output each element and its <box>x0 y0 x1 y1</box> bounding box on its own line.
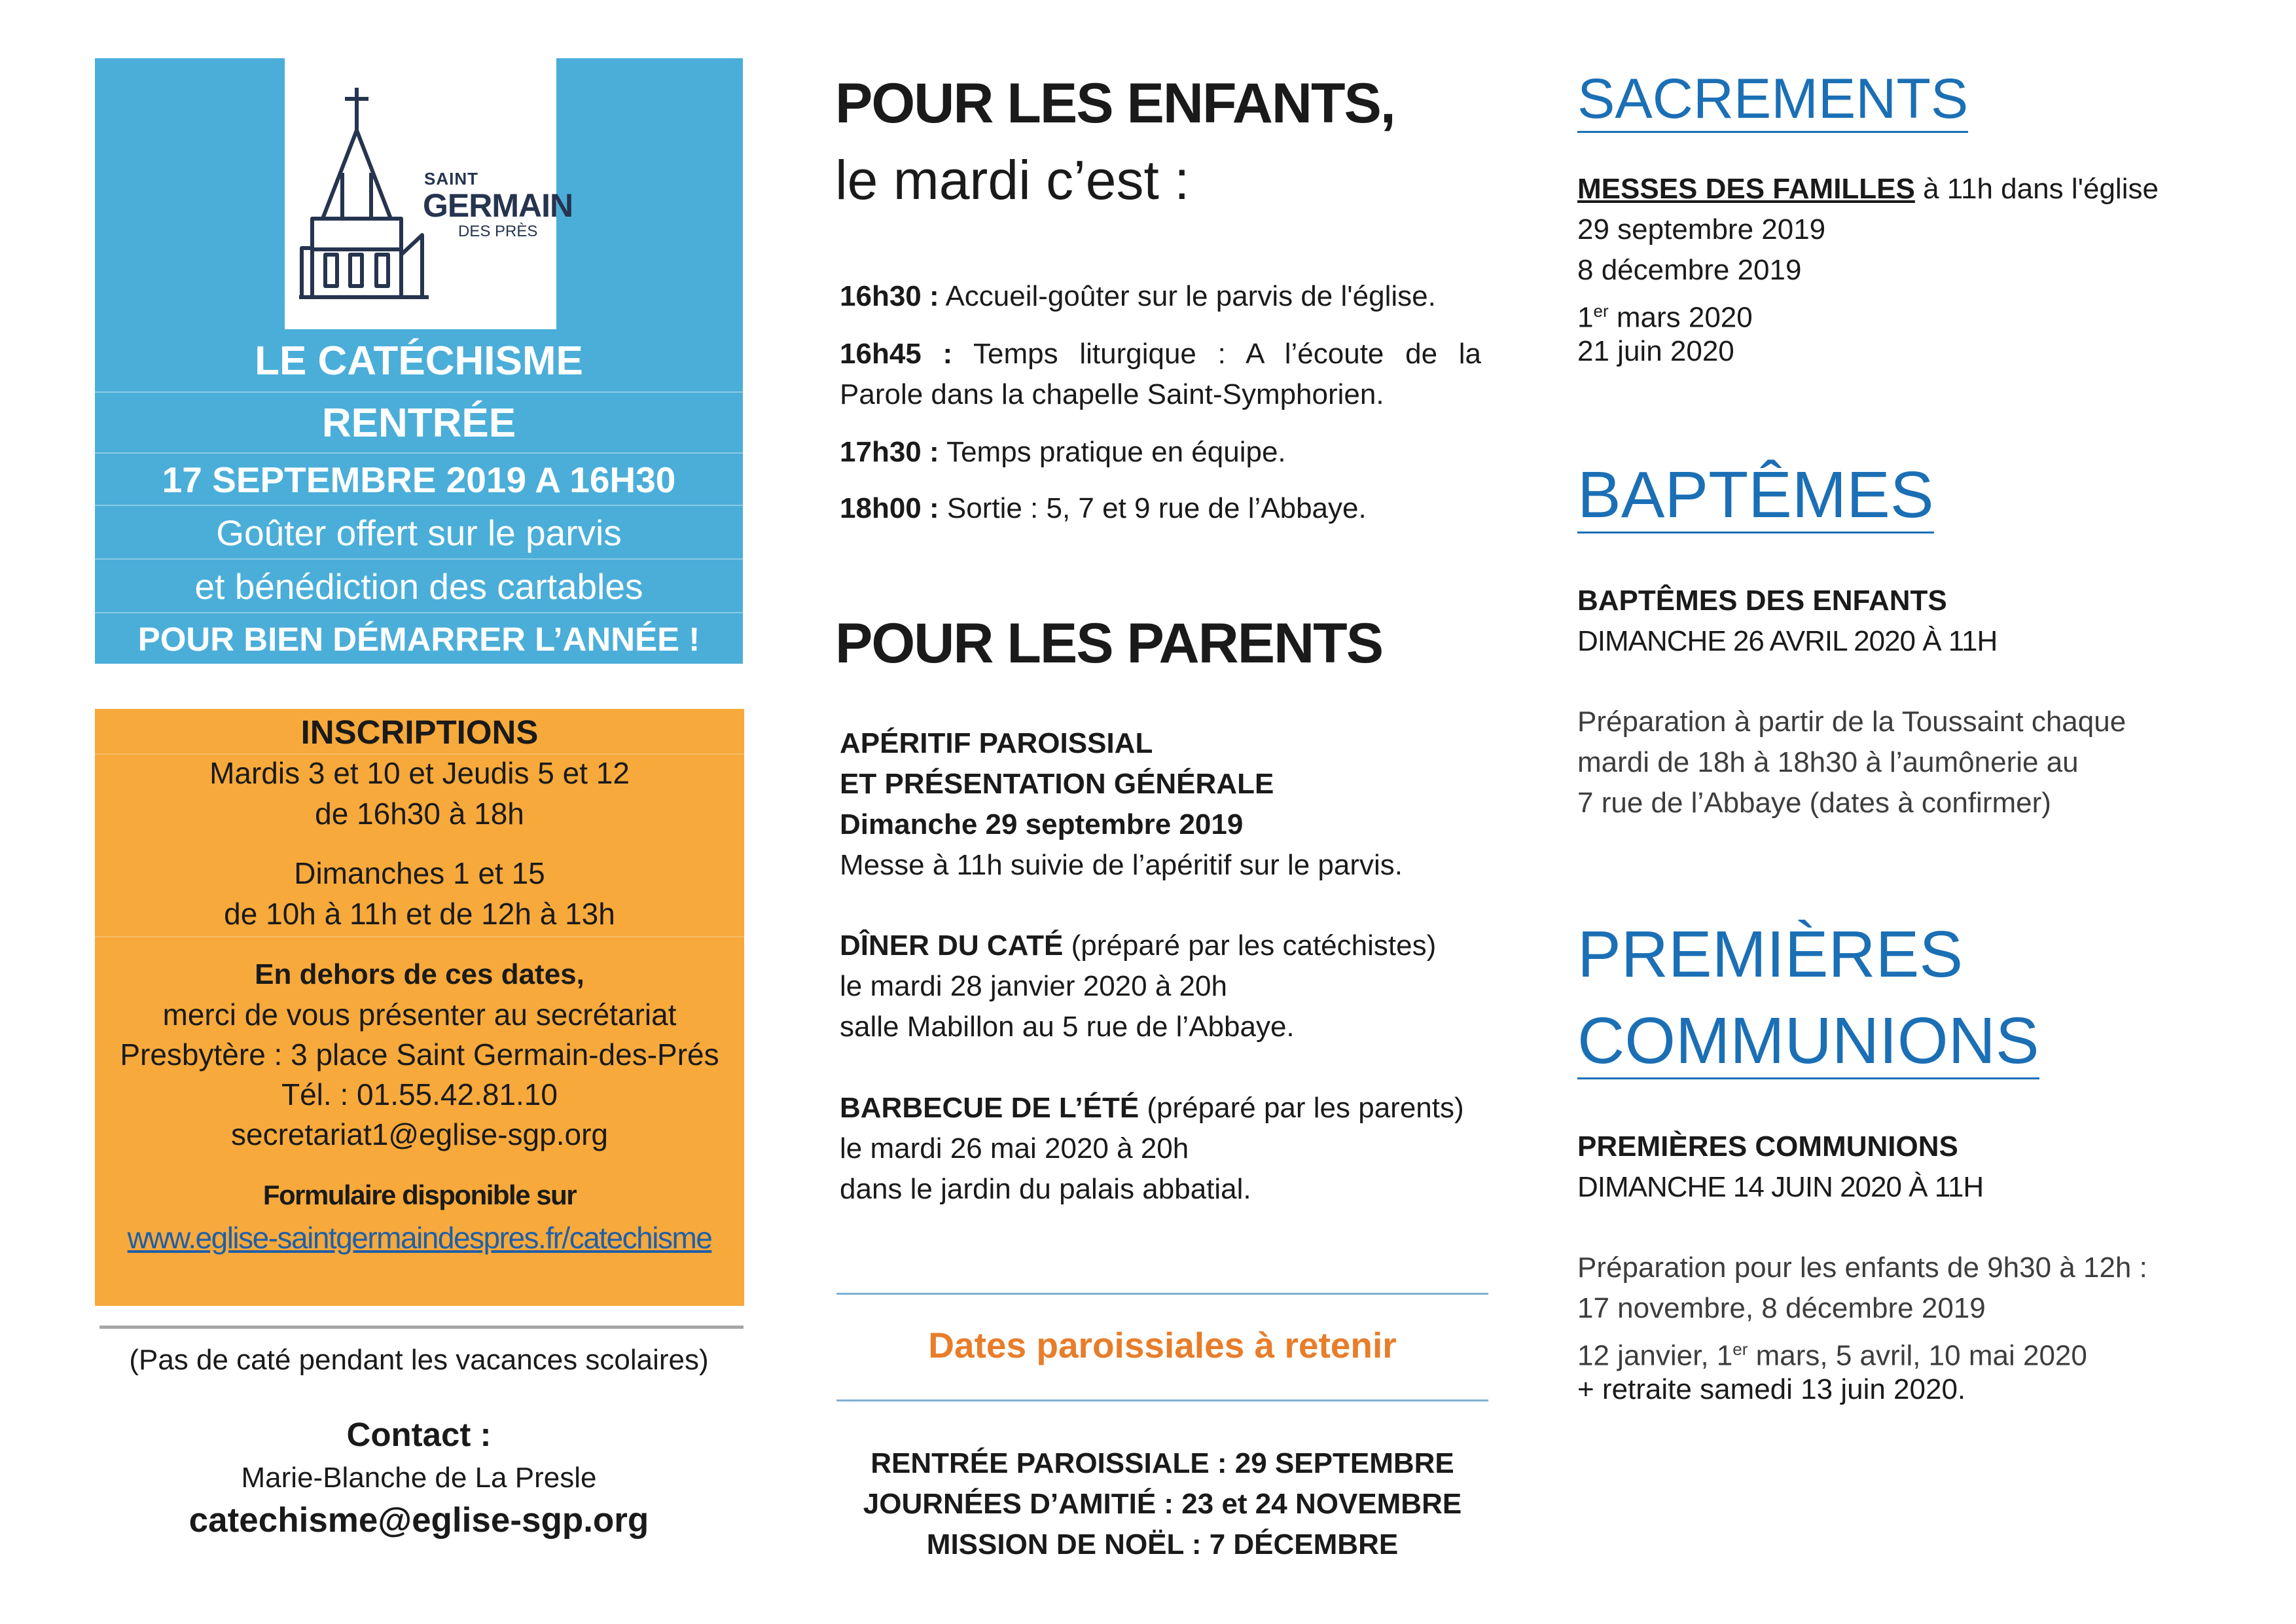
banner-date: 17 SEPTEMBRE 2019 A 16H30 <box>95 452 743 505</box>
schedule-item: 18h00 : Sortie : 5, 7 et 9 rue de l’Abbaye. <box>840 492 1367 524</box>
logo-saint: SAINT <box>424 169 478 189</box>
diner-place: salle Mabillon au 5 rue de l’Abbaye. <box>840 1011 1295 1043</box>
dates-top-rule <box>836 1293 1488 1295</box>
banner-line-1: Goûter offert sur le parvis <box>95 505 743 558</box>
communions-heading-2: COMMUNIONS <box>1577 1008 2039 1079</box>
form-label: Formulaire disponible sur <box>262 1180 577 1210</box>
diner-title: DÎNER DU CATÉ (préparé par les catéchistes) <box>840 929 1437 962</box>
baptemes-title: BAPTÊMES DES ENFANTS <box>1577 585 1947 617</box>
schedule-item-continued: Parole dans la chapelle Saint-Symphorien. <box>840 378 1384 410</box>
dates-heading: Dates paroissiales à retenir <box>928 1325 1397 1365</box>
schedule-item: 16h45 : Temps liturgique : A l’écoute de la <box>840 338 1482 370</box>
messe-date: 1er mars 2020 <box>1577 301 1753 334</box>
baptemes-prep-line: mardi de 18h à 18h30 à l’aumônerie au <box>1577 746 2079 778</box>
inscriptions-sunday-hours: de 10h à 11h et de 12h à 13h <box>224 897 615 931</box>
inscriptions-address: Presbytère : 3 place Saint Germain-des-Prés <box>120 1038 719 1072</box>
banner-tagline: POUR BIEN DÉMARRER L’ANNÉE ! <box>95 612 743 664</box>
communions-heading-1: PREMIÈRES <box>1577 918 1964 991</box>
schedule-item: 17h30 : Temps pratique en équipe. <box>840 436 1286 468</box>
diner-date: le mardi 28 janvier 2020 à 20h <box>840 970 1227 1002</box>
messes-line: MESSES DES FAMILLES à 11h dans l'église <box>1577 173 2159 205</box>
logo-germain: GERMAIN <box>423 187 573 224</box>
aperitif-title-2: ET PRÉSENTATION GÉNÉRALE <box>840 768 1274 800</box>
messe-date: 21 juin 2020 <box>1577 335 1734 367</box>
baptemes-date: DIMANCHE 26 AVRIL 2020 À 11H <box>1577 625 1998 657</box>
messe-date: 29 septembre 2019 <box>1577 213 1826 245</box>
communions-date: DIMANCHE 14 JUIN 2020 À 11H <box>1577 1171 1984 1203</box>
bbq-title: BARBECUE DE L’ÉTÉ (préparé par les parents) <box>840 1092 1464 1124</box>
communions-prep-line: 17 novembre, 8 décembre 2019 <box>1577 1292 1986 1324</box>
communions-retreat: + retraite samedi 13 juin 2020. <box>1577 1373 1966 1405</box>
communions-title: PREMIÈRES COMMUNIONS <box>1577 1130 1958 1163</box>
baptemes-prep-line: Préparation à partir de la Toussaint chaque <box>1577 706 2126 738</box>
inscriptions-email[interactable]: secretariat1@eglise-sgp.org <box>231 1117 608 1151</box>
banner-line-2: et bénédiction des cartables <box>95 558 743 612</box>
children-subheading: le mardi c’est : <box>835 149 1190 211</box>
contact-email[interactable]: catechisme@eglise-sgp.org <box>188 1501 649 1540</box>
children-heading: POUR LES ENFANTS, <box>835 72 1395 135</box>
banner-title: LE CATÉCHISME <box>255 338 583 384</box>
communions-prep-line: 12 janvier, 1er mars, 5 avril, 10 mai 2020 <box>1577 1339 2087 1372</box>
schedule-item: 16h30 : Accueil-goûter sur le parvis de l'église. <box>840 280 1436 312</box>
contact-label: Contact : <box>346 1416 492 1453</box>
inscriptions-weekdays: Mardis 3 et 10 et Jeudis 5 et 12 <box>209 756 630 790</box>
contact-name: Marie-Blanche de La Presle <box>241 1462 597 1494</box>
inscriptions-phone: Tél. : 01.55.42.81.10 <box>281 1077 558 1111</box>
inscriptions-sundays: Dimanches 1 et 15 <box>294 856 545 890</box>
date-item: JOURNÉES D’AMITIÉ : 23 et 24 NOVEMBRE <box>863 1488 1462 1520</box>
baptemes-prep-line: 7 rue de l’Abbaye (dates à confirmer) <box>1577 787 2051 819</box>
parents-heading: POUR LES PARENTS <box>835 612 1383 675</box>
banner-subtitle: RENTRÉE <box>95 391 743 452</box>
date-item: MISSION DE NOËL : 7 DÉCEMBRE <box>926 1528 1399 1561</box>
sacrements-heading: SACREMENTS <box>1577 71 1968 133</box>
holidays-note: (Pas de caté pendant les vacances scolaires) <box>129 1344 709 1376</box>
date-item: RENTRÉE PAROISSIALE : 29 SEPTEMBRE <box>870 1447 1454 1479</box>
divider <box>99 1326 744 1329</box>
inscriptions-heading: INSCRIPTIONS <box>300 713 539 751</box>
inscriptions-outside-heading: En dehors de ces dates, <box>255 958 584 990</box>
inscriptions-outside-text: merci de vous présenter au secrétariat <box>162 998 677 1032</box>
aperitif-date: Dimanche 29 septembre 2019 <box>840 808 1244 840</box>
aperitif-title-1: APÉRITIF PAROISSIAL <box>840 727 1153 759</box>
logo-des-pres: DES PRÈS <box>458 223 538 240</box>
form-link[interactable]: www.eglise-saintgermaindespres.fr/catechisme <box>127 1221 712 1255</box>
messe-date: 8 décembre 2019 <box>1577 254 1802 286</box>
aperitif-text: Messe à 11h suivie de l’apéritif sur le parvis. <box>840 849 1403 881</box>
communions-prep-line: Préparation pour les enfants de 9h30 à 12h : <box>1577 1252 2147 1284</box>
inscriptions-weekday-hours: de 16h30 à 18h <box>315 797 524 831</box>
bbq-place: dans le jardin du palais abbatial. <box>840 1173 1251 1205</box>
dates-bottom-rule <box>836 1399 1488 1401</box>
bbq-date: le mardi 26 mai 2020 à 20h <box>840 1132 1189 1164</box>
baptemes-heading: BAPTÊMES <box>1577 462 1934 533</box>
